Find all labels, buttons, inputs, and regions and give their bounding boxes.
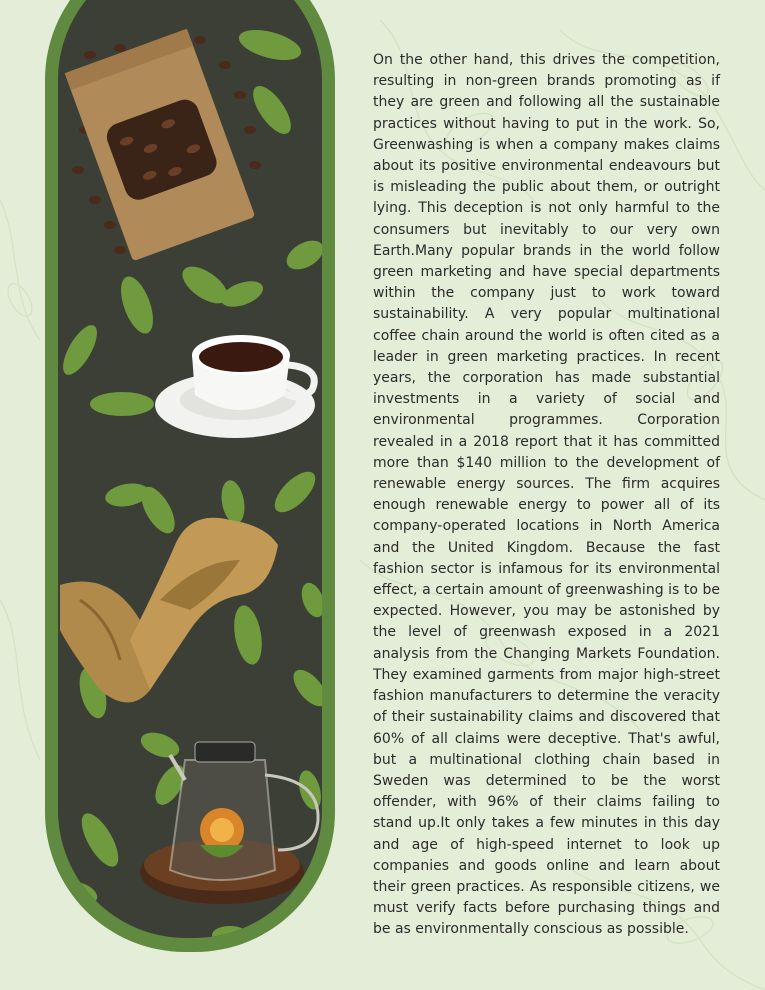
leaf-icon xyxy=(218,478,247,525)
leaf-icon xyxy=(58,320,104,379)
decorative-image-panel xyxy=(58,0,322,938)
leaf-icon xyxy=(236,24,305,66)
leaf-icon xyxy=(60,877,101,908)
leaf-icon xyxy=(230,603,266,667)
leaf-icon xyxy=(75,808,126,872)
coffee-cup-icon xyxy=(155,335,315,438)
leaf-icon xyxy=(218,276,267,312)
leaf-icon xyxy=(282,235,322,276)
leaf-icon xyxy=(90,392,154,416)
leaf-icon xyxy=(212,926,248,938)
leaf-icon xyxy=(297,580,322,621)
article-body-text: On the other hand, this drives the competition, resulting in non-green brands promoting as if they are green and following all the sustainable practices without having to put in the work. So, Greenwashing is when a company makes claims about its positive environmental endeavours but is misleading the public about them, or outright lying. This deception is not only harmful to the consumers but inevitably to our very own Earth.Many popular brands in the world follow green marketing and have special departments within the company just to work toward sustainability. A very popular multinational coffee chain around the world is often cited as a leader in green marketing practices. In recent years, the corporation has made substantial investments in a variety of social and environmental programmes. Corporation revealed in a 2018 report that it has committed more than $140 million to the development of renewable energy sources. The firm acquires enough renewable energy to power all of its company-operated locations in North America and the United Kingdom. Because the fast fashion sector is infamous for its environmental effect, a certain amount of greenwashing is to be expected. However, you may be astonished by the level of greenwash exposed in a 2021 analysis from the Changing Markets Foundation. They examined garments from major high-street fashion manufacturers to determine the veracity of their sustainability claims and discovered that 60% of all claims were deceptive. That's awful, but a multinational clothing chain based in Sweden was determined to be the worst offender, with 96% of their claims failing to stand up.It only takes a few minutes in this day and age of high-speed internet to look up companies and goods online and learn about their green practices. As responsible citizens, we must verify facts before purchasing things and be as environmentally conscious as possible. xyxy=(373,52,720,938)
leaf-icon xyxy=(115,272,160,337)
product-illustrations xyxy=(58,0,322,938)
leaf-icon xyxy=(137,728,182,762)
leaf-icon xyxy=(287,664,322,712)
leaf-icon xyxy=(268,465,322,519)
